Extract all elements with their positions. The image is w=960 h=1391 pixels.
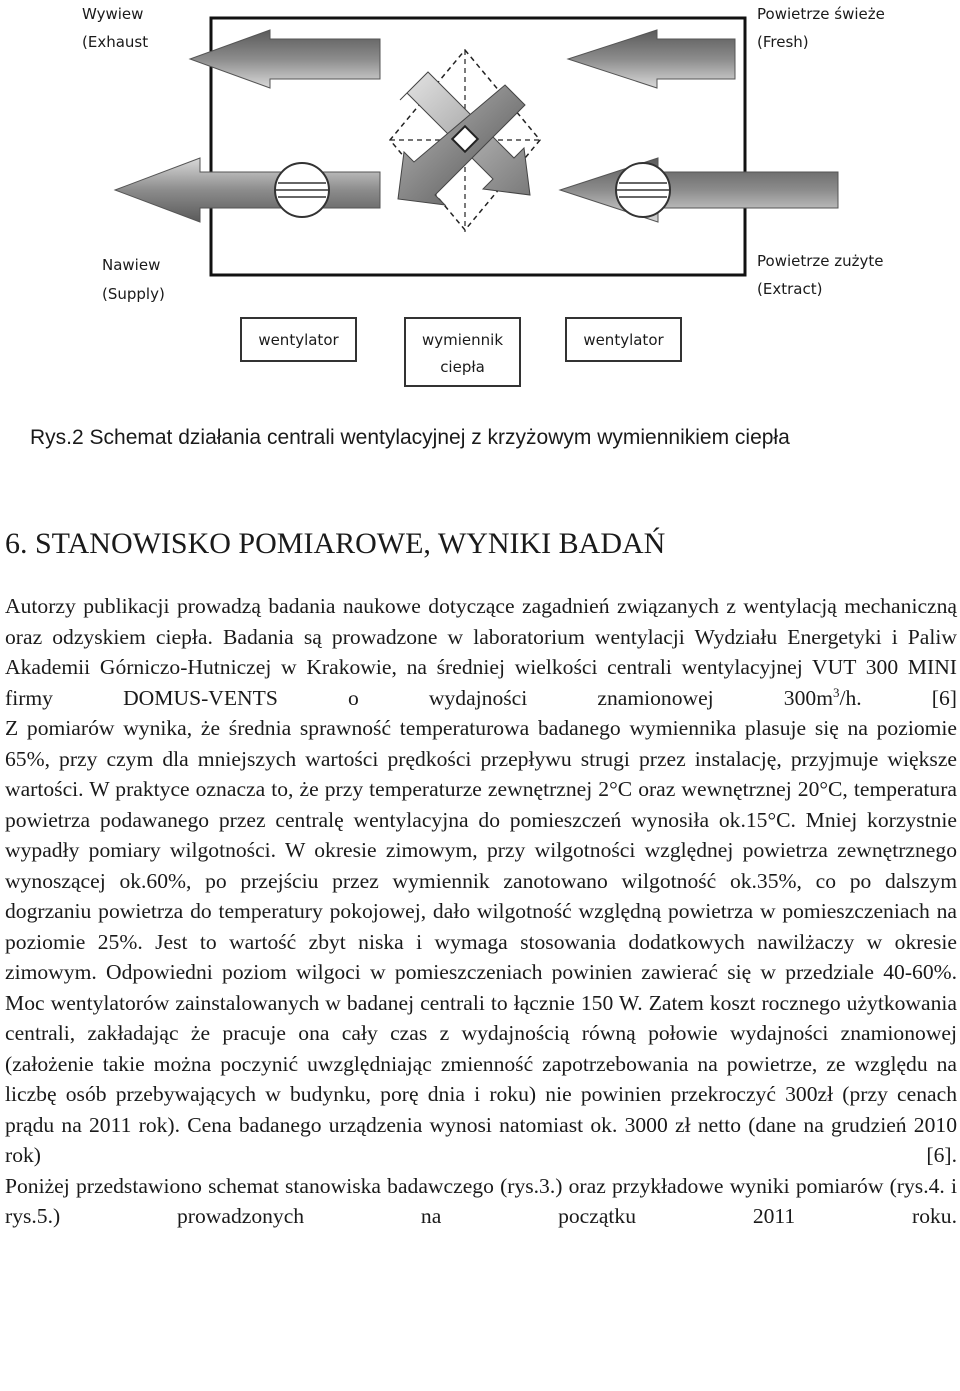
fan-right-icon bbox=[616, 163, 670, 217]
figure-caption: Rys.2 Schemat działania centrali wentylacyjnej z krzyżowym wymiennikiem ciepła bbox=[30, 426, 790, 449]
paragraph-2: Z pomiarów wynika, że średnia sprawność temperaturowa badanego wymiennika plasuje się na poziomie 65%, przy czym dla mniejszych wartości prędkości przepływu strugi przez instalację, przyjmuje większe wartości. W praktyce oznacza to, że przy temperaturze zewnętrznej 2°C oraz wewnętrznej 20°C, temperatura powietrza podawanego przez centralę wentylacyjna do pomieszczeń wynosiła ok.15°C. Mniej korzystnie wypadły pomiary wilgotności. W okresie zimowym, przy wilgotności względnej powietrza zewnętrznego wynoszącej ok.60%, po przejściu przez wymiennik zanotowano wilgotność ok.35%, co po dalszym dogrzaniu powietrza do temperatury pokojowej, dało wilgotność względną powietrza w pomieszczeniach na poziomie 25%. Jest to wartość zbyt niska i wymaga stosowania dodatkowych nawilżaczy w okresie zimowym. Odpowiedni poziom wilgoci w pomieszczeniach powinien zawierać się w przedziale 40-60%. bbox=[5, 716, 957, 984]
paragraph-3: Moc wentylatorów zainstalowanych w badanej centrali to łącznie 150 W. Zatem koszt rocznego użytkowania centrali, zakładając że pracuje ona cały czas z wydajnością równą połowie wydajności znamionowej (założenie takie można poczynić uwzględniając zmienność zapotrzebowania na powietrze, ze względu na liczbę osób przebywających w budynku, porę dnia i roku) nie powinien przekroczyć 300zł (przy cenach prądu na 2011 rok). Cena badanego urządzenia wynosi natomiast ok. 3000 zł netto (dane na grudzień 2010 rok) [6]. bbox=[5, 990, 957, 1167]
legend-exchanger-label-1: wymiennik bbox=[421, 331, 504, 349]
section-heading: 6. STANOWISKO POMIAROWE, WYNIKI BADAŃ bbox=[5, 527, 666, 560]
extract-arrow bbox=[560, 158, 838, 222]
fresh-label-pl: Powietrze świeże bbox=[757, 5, 885, 23]
diagram-svg bbox=[0, 0, 960, 400]
supply-label-en: (Supply) bbox=[102, 285, 165, 303]
fresh-label-en: (Fresh) bbox=[757, 33, 809, 51]
paragraph-1 bbox=[5, 591, 957, 713]
ventilation-diagram bbox=[0, 0, 960, 400]
paragraph-1-text: Autorzy publikacji prowadzą badania naukowe dotyczące zagadnień związanych z wentylacją mechaniczną oraz odzyskiem ciepła. Badania są prowadzone w laboratorium wentylacji Wydziału Energetyki i Paliw Akademii Górniczo-Hutniczej w Krakowie, na średniej wielkości centrali wentylacyjnej VUT 300 MINI firmy DOMUS-VENTS o wydajności znamionowej 300m bbox=[5, 594, 957, 710]
legend-exchanger-label-2: ciepła bbox=[440, 358, 485, 376]
exhaust-label-en: (Exhaust bbox=[82, 33, 149, 51]
legend-fan-right-label: wentylator bbox=[583, 331, 664, 349]
fan-left-icon bbox=[275, 163, 329, 217]
heat-exchanger-icon bbox=[390, 50, 540, 232]
superscript-3: 3 bbox=[833, 684, 840, 700]
body-text bbox=[5, 591, 957, 1232]
paragraph-1-tail: /h. [6] bbox=[839, 685, 957, 710]
paragraph-4: Poniżej przedstawiono schemat stanowiska badawczego (rys.3.) oraz przykładowe wyniki pomiarów (rys.4. i rys.5.) prowadzonych na początku 2011 roku. bbox=[5, 1173, 957, 1228]
supply-arrow bbox=[115, 158, 380, 222]
supply-label-pl: Nawiew bbox=[102, 256, 161, 274]
legend-fan-left-label: wentylator bbox=[258, 331, 339, 349]
fresh-air-arrow bbox=[568, 30, 735, 88]
extract-label-pl: Powietrze zużyte bbox=[757, 252, 884, 270]
exhaust-arrow bbox=[190, 30, 380, 88]
exhaust-label-pl: Wywiew bbox=[82, 5, 144, 23]
extract-label-en: (Extract) bbox=[757, 280, 823, 298]
